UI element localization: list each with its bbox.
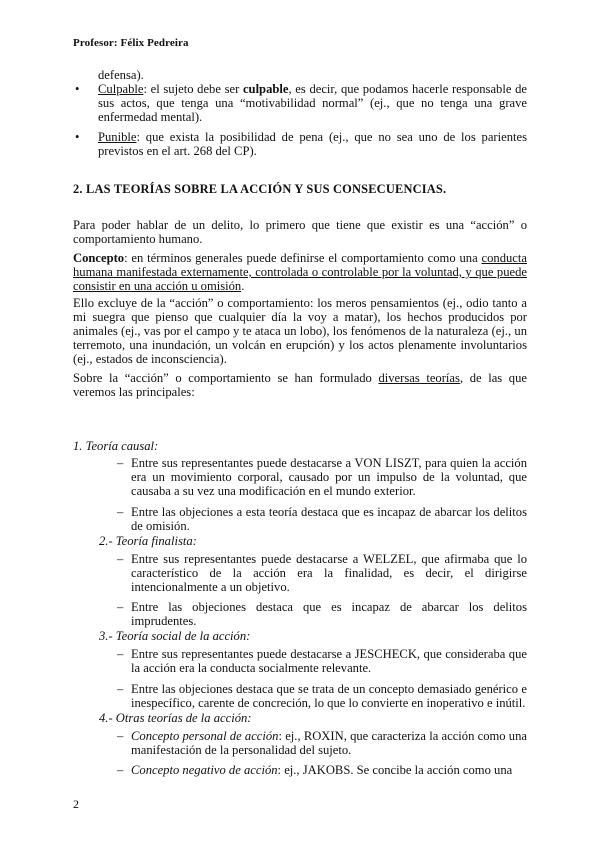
- theory-title-finalista: 2.- Teoría finalista:: [99, 534, 197, 548]
- theory-item: – Entre las objeciones destaca que es incapaz de abarcar los delitos imprudentes.: [117, 600, 527, 628]
- term-culpable: Culpable: [98, 82, 144, 96]
- bold-concepto: Concepto: [73, 251, 125, 265]
- bullet-culpable: • Culpable: el sujeto debe ser culpable, es decir, que podamos hacerle responsable de sus actos, que tenga una “motivabilidad normal” (ej., que no tenga una grave enfermedad mental).: [75, 82, 527, 124]
- concepto-definition: conducta humana manifestada externamente, controlada o controlable por la voluntad, y que puede consistir en una acción u omisión: [73, 251, 527, 293]
- page-header: Profesor: Félix Pedreira: [73, 37, 189, 49]
- paragraph-concepto: Concepto: en términos generales puede definirse el comportamiento como una conducta humana manifestada externamente, controlada o controlable por la voluntad, y que puede consistir en una acción u omisión.: [73, 251, 527, 293]
- bullet-mark: •: [75, 130, 80, 144]
- theory-title-otras: 4.- Otras teorías de la acción:: [99, 711, 252, 725]
- theory-item: – Entre sus representantes puede destacarse a VON LISZT, para quien la acción era un movimiento corporal, causado por un impulso de la voluntad, que causaba a su vez una modificación en el mundo exterior.: [117, 456, 527, 498]
- page-content: [73, 68, 527, 777]
- concepto-personal-label: Concepto personal de acción: [131, 729, 279, 743]
- page-number: 2: [73, 797, 79, 811]
- bullet-mark: •: [75, 82, 80, 96]
- section-heading: 2. LAS TEORÍAS SOBRE LA ACCIÓN Y SUS CONSECUENCIAS.: [73, 182, 447, 196]
- theory-item: – Concepto negativo de acción: ej., JAKOBS. Se concibe la acción como una: [117, 763, 513, 777]
- theory-item: – Entre sus representantes puede destacarse a JESCHECK, que consideraba que la acción era la conducta socialmente relevante.: [117, 647, 527, 675]
- diversas-teorias: diversas teorías: [378, 371, 460, 385]
- theory-title-social: 3.- Teoría social de la acción:: [99, 629, 251, 643]
- term-punible: Punible: [98, 130, 137, 144]
- continuation-text: defensa).: [98, 68, 144, 82]
- concepto-negativo-label: Concepto negativo de acción: [131, 763, 278, 777]
- paragraph-intro: Para poder hablar de un delito, lo primero que tiene que existir es una “acción” o comportamiento humano.: [73, 218, 527, 246]
- bold-culpable: culpable: [242, 82, 289, 96]
- paragraph-theories-intro: Sobre la “acción” o comportamiento se han formulado diversas teorías, de las que veremos las principales:: [73, 371, 527, 399]
- theory-item: – Entre sus representantes puede destacarse a WELZEL, que afirmaba que lo característico de la acción era la finalidad, es decir, el dirigirse intencionalmente a un objetivo.: [117, 552, 527, 594]
- bullet-punible: • Punible: que exista la posibilidad de pena (ej., que no sea uno de los parientes previstos en el art. 268 del CP).: [75, 130, 527, 158]
- theory-item: – Entre las objeciones a esta teoría destaca que es incapaz de abarcar los delitos de omisión.: [117, 505, 527, 533]
- paragraph-exclusions: Ello excluye de la “acción” o comportamiento: los meros pensamientos (ej., odio tanto a mi suegra que pienso que cualquier día la voy a matar), los hechos producidos por animales (ej., vas por el campo y te ataca un lobo), los fenómenos de la naturaleza (ej., un terremoto, una inundación, un volcán en erupción) y los actos plenamente involuntarios (ej., estados de inconsciencia).: [73, 296, 527, 366]
- theory-item: – Concepto personal de acción: ej., ROXIN, que caracteriza la acción como una manifestación de la personalidad del sujeto.: [117, 729, 527, 757]
- theory-title-causal: 1. Teoría causal:: [73, 439, 159, 453]
- theory-item: – Entre las objeciones destaca que se trata de un concepto demasiado genérico e inespecífico, carente de concreción, lo que lo convierte en inoperativo e inútil.: [117, 682, 527, 710]
